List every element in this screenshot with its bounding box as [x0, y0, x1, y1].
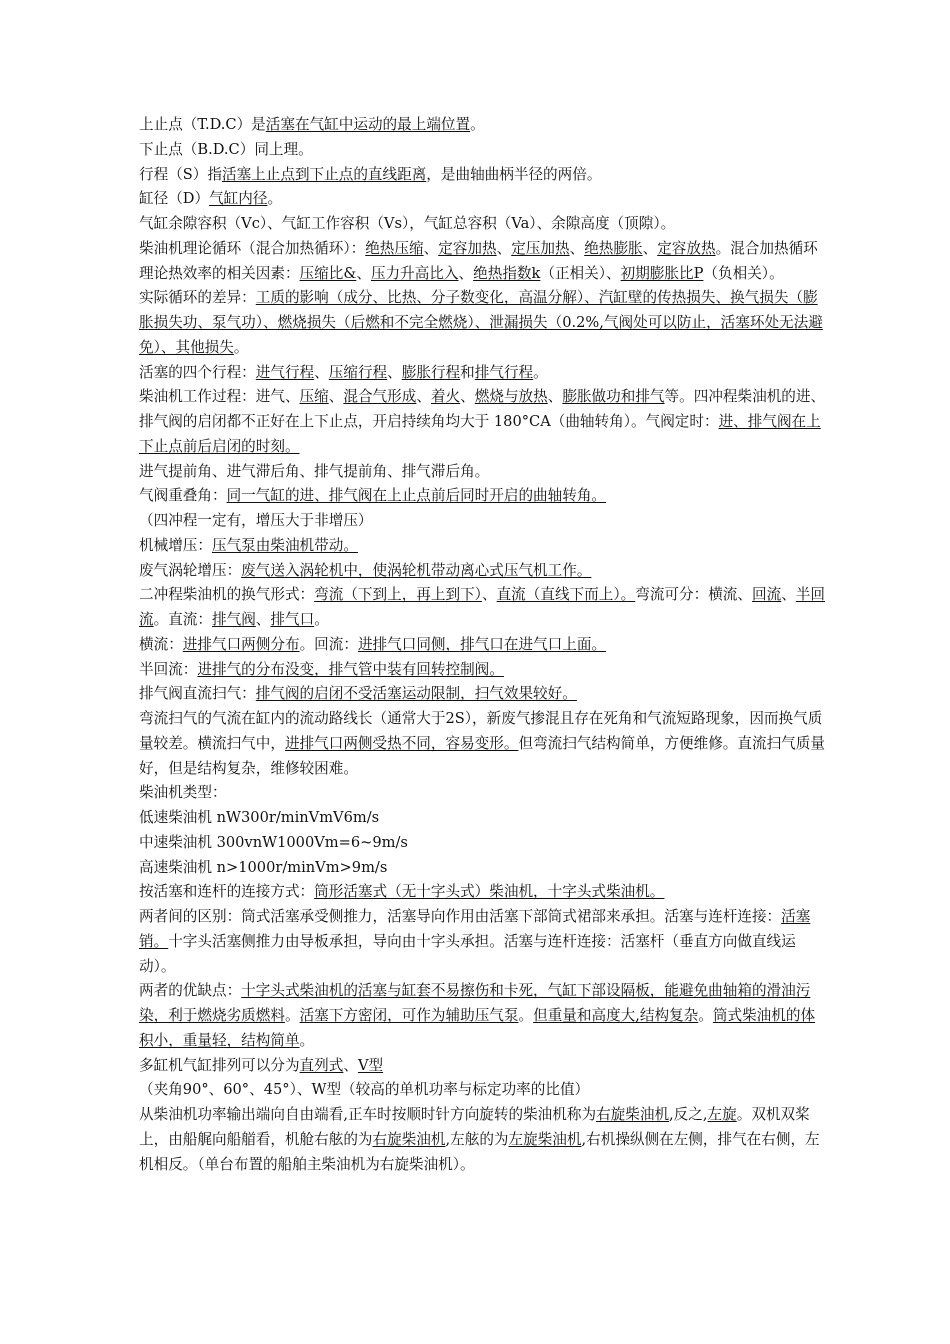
text-run: 多缸机气缸排列可以分为	[139, 1056, 300, 1074]
text-run: 但弯流扫气结构简单，方便维修。直流扫气质量好，但是结构复杂，维修较困难。	[139, 734, 825, 777]
text-run: 、	[547, 388, 563, 406]
text-run: （四冲程一定有，增压大于非增压）	[139, 512, 373, 529]
text-run: 、	[481, 586, 497, 604]
paragraph	[139, 658, 829, 683]
text-run: 排气阀直流扫气：	[139, 685, 256, 703]
underlined-text: 进排气口同侧，排气口在进气口上面。	[357, 635, 607, 653]
text-run: 、	[356, 264, 371, 282]
underlined-text: 进排气口两侧受热不同，容易变形。	[284, 734, 519, 752]
underlined-text: 压缩	[299, 388, 329, 406]
text-run: 弯流可分：横流、	[635, 586, 752, 604]
underlined-text: 初期膨胀比P	[620, 264, 704, 282]
text-run: 缸径（D）	[139, 190, 210, 208]
text-run: 、	[387, 363, 402, 381]
text-run: 活塞的四个行程：	[139, 363, 256, 381]
paragraph	[139, 1103, 829, 1177]
paragraph	[139, 707, 829, 781]
underlined-text: 回流	[751, 586, 782, 604]
paragraph	[139, 583, 829, 633]
text-run: 、	[314, 363, 329, 381]
underlined-text: 活塞上止点到下止点的直线距离	[221, 165, 427, 183]
underlined-text: 压气泵由柴油机带动。	[211, 536, 358, 554]
paragraph	[139, 534, 829, 559]
text-run: 中速柴油机 300vnW1000Vm=6~9m/s	[139, 833, 408, 851]
text-run: 弯流扫气的气流在缸内的流动路线长（通常大于2S），新废气掺混且存在死角和气流短路现象，因而换气质量较差。横流扫气中，	[139, 710, 823, 752]
text-run: 下止点（B.D.C）同上理。	[139, 140, 313, 158]
text-run: 二冲程柴油机的换气形式：	[139, 586, 315, 604]
text-run: 。回流：	[299, 635, 358, 653]
paragraph	[139, 138, 829, 163]
text-run: 等。四冲程柴油机的进、排气阀的启闭都不正好在上下止点，开启持续角均大于 180°CA（曲轴转角）。气阀定时：	[139, 388, 826, 430]
underlined-text: 进排气口两侧分布	[182, 635, 300, 653]
underlined-text: 同一气缸的进、排气阀在上止点前后同时开启的曲轴转角。	[226, 487, 607, 505]
text-run: 进气提前角、进气滞后角、排气提前角、排气滞后角。	[139, 462, 490, 480]
underlined-text: 但重量和高度大,结构复杂	[533, 1007, 699, 1024]
text-run: 、	[343, 1056, 358, 1074]
text-run: 气缸余隙容积（Vc）、气缸工作容积（Vs），气缸总容积（Va）、余隙高度（顶隙）。	[139, 215, 676, 232]
underlined-text: 活塞下方密闭，可作为辅助压气泵	[299, 1007, 519, 1024]
text-run: （夹角90°、60°、45°）、W型（较高的单机功率与标定功率的比值）	[139, 1081, 590, 1099]
text-run: 、	[458, 264, 474, 282]
text-run: 柴油机类型：	[139, 784, 227, 802]
underlined-text: 进排气的分布没变，排气管中装有回转控制阀。	[197, 660, 504, 678]
paragraph	[139, 880, 829, 905]
text-run: 柴油机工作过程：进气、	[139, 388, 300, 406]
document-body	[139, 113, 829, 1177]
underlined-text: 活塞在气缸中运动的最上端位置	[265, 116, 471, 133]
underlined-text: 压力升高比入	[370, 264, 459, 282]
paragraph	[139, 484, 829, 534]
text-run: 十字头活塞侧推力由导板承担，导向由十字头承担。活塞与连杆连接：活塞杆（垂直方向做直线运动）。	[139, 932, 796, 975]
underlined-text: 排气阀的启闭不受活塞运动限制，扫气效果较好。	[255, 685, 577, 703]
underlined-text: V型	[357, 1056, 384, 1074]
underlined-text: 半回流	[139, 586, 825, 628]
text-run: 。	[284, 1007, 300, 1024]
text-run: 。	[533, 363, 548, 381]
text-run: 、	[642, 239, 658, 257]
underlined-text: 绝热压缩	[365, 239, 424, 257]
paragraph	[139, 113, 829, 138]
text-run: 。双机双桨上，由船艉向船艏看，机舱右舷的为	[139, 1106, 810, 1148]
text-run: 。	[698, 1007, 713, 1024]
underlined-text: 直流（直线下而上）。	[496, 586, 636, 604]
paragraph	[139, 781, 829, 806]
text-run: 两者的优缺点：	[139, 982, 242, 1000]
text-run: 。	[233, 338, 249, 356]
underlined-text: 绝热膨胀	[584, 239, 643, 257]
text-run: ,左舷的为	[445, 1130, 509, 1148]
text-run: 。	[267, 190, 283, 208]
paragraph	[139, 806, 829, 831]
text-run: 高速柴油机 n>1000r/minVm>9m/s	[139, 858, 388, 876]
underlined-text: 活塞销。	[139, 908, 811, 950]
underlined-text: 定容放热	[657, 239, 716, 257]
text-run: 。	[314, 611, 329, 628]
underlined-text: 绝热指数k	[473, 264, 541, 282]
text-run: 、	[423, 239, 439, 257]
text-run: 废气涡轮增压：	[139, 561, 242, 579]
text-run: 、	[496, 239, 512, 257]
text-run: 。	[518, 1007, 534, 1024]
paragraph	[139, 212, 829, 237]
underlined-text: 压缩行程	[328, 363, 388, 381]
paragraph	[139, 163, 829, 188]
paragraph	[139, 1054, 829, 1104]
text-run: 、	[416, 388, 431, 406]
text-run: 。	[470, 116, 485, 133]
underlined-text: 工质的影响（成分、比热、分子数变化，高温分解）、汽缸壁的传热损失、换气损失（膨胀损失功、泵气功）、燃烧损失（后燃和不完全燃烧）、泄漏损失（0.2%,气阀处可以防止，活塞环处无法避免）、其他损失	[139, 289, 823, 356]
text-run: （正相关）、	[540, 264, 621, 282]
paragraph	[139, 460, 829, 485]
text-run: 从柴油机功率输出端向自由端看,正车时按顺时针方向旋转的柴油机称为	[139, 1106, 597, 1123]
paragraph	[139, 831, 829, 856]
text-run: 实际循环的差异：	[139, 289, 256, 307]
text-run: 机械增压：	[139, 536, 212, 554]
paragraph	[139, 361, 829, 386]
text-run: 低速柴油机 nW300r/minVmV6m/s	[139, 809, 380, 826]
underlined-text: 燃烧与放热	[474, 388, 548, 406]
paragraph	[139, 237, 829, 287]
underlined-text: 着火	[430, 388, 461, 406]
underlined-text: 筒式柴油机的体积小，重量轻，结构简单	[139, 1007, 816, 1049]
underlined-text: 十字头式柴油机的活塞与缸套不易擦伤和卡死，气缸下部设隔板，能避免曲轴箱的滑油污染，利于燃烧劣质燃料	[139, 982, 811, 1024]
paragraph	[139, 856, 829, 881]
underlined-text: 压缩比&	[299, 264, 357, 282]
text-run: 。直流：	[153, 611, 212, 628]
text-run: 柴油机理论循环（混合加热循环）：	[139, 239, 366, 257]
underlined-text: 气缸内径	[209, 190, 268, 208]
underlined-text: 左旋柴油机	[508, 1130, 582, 1148]
underlined-text: 右旋柴油机	[372, 1130, 446, 1148]
text-run: ,右机操纵侧在左侧，排气在右侧，左机相反。（单台布置的船舶主柴油机为右旋柴油机）。	[139, 1130, 820, 1173]
underlined-text: 定容加热	[438, 239, 497, 257]
underlined-text: 弯流（下到上，再上到下）	[314, 586, 482, 604]
underlined-text: 排气阀	[212, 611, 256, 628]
text-run: 半回流：	[139, 660, 198, 678]
text-run: 和	[460, 363, 475, 381]
text-run: 。	[299, 1031, 315, 1049]
underlined-text: 膨胀行程	[401, 363, 461, 381]
underlined-text: 混合气形成	[343, 388, 417, 406]
text-run: 、	[569, 239, 585, 257]
underlined-text: 排气口	[270, 611, 315, 628]
underlined-text: 膨胀做功和排气	[562, 388, 665, 406]
paragraph	[139, 385, 829, 459]
text-run: 、	[460, 388, 475, 406]
text-run: 行程（S）指	[139, 165, 222, 183]
text-run: 上止点（T.D.C）是	[139, 116, 266, 133]
text-run: 横流：	[139, 635, 183, 653]
underlined-text: 左旋	[707, 1106, 737, 1123]
paragraph	[139, 979, 829, 1053]
underlined-text: 废气送入涡轮机中，使涡轮机带动离心式压气机工作。	[241, 561, 592, 579]
text-run: 按活塞和连杆的连接方式：	[139, 883, 315, 901]
underlined-text: 进、排气阀在上下止点前后启闭的时刻。	[139, 413, 821, 455]
underlined-text: 进气行程	[255, 363, 315, 381]
paragraph	[139, 905, 829, 979]
text-run: 、	[781, 586, 796, 604]
text-run: 气阀重叠角：	[139, 487, 227, 505]
text-run: 、	[328, 388, 344, 406]
underlined-text: 右旋柴油机	[596, 1106, 670, 1123]
text-run: ，是曲轴曲柄半径的两倍。	[426, 165, 602, 183]
text-run: 两者间的区别：筒式活塞承受侧推力，活塞导向作用由活塞下部筒式裙部来承担。活塞与连杆连接：	[139, 908, 782, 925]
underlined-text: 筒形活塞式（无十字头式）柴油机，十字头式柴油机。	[314, 883, 665, 901]
paragraph	[139, 633, 829, 658]
paragraph	[139, 682, 829, 707]
text-run: 。混合加热循环理论热效率的相关因素：	[139, 239, 818, 282]
paragraph	[139, 286, 829, 360]
paragraph	[139, 559, 829, 584]
underlined-text: 排气行程	[474, 363, 534, 381]
text-run: （负相关）。	[703, 264, 784, 282]
underlined-text: 直列式	[299, 1056, 344, 1074]
text-run: 、	[255, 611, 271, 628]
underlined-text: 定压加热	[511, 239, 570, 257]
paragraph	[139, 187, 829, 212]
text-run: ,反之,	[669, 1106, 708, 1123]
